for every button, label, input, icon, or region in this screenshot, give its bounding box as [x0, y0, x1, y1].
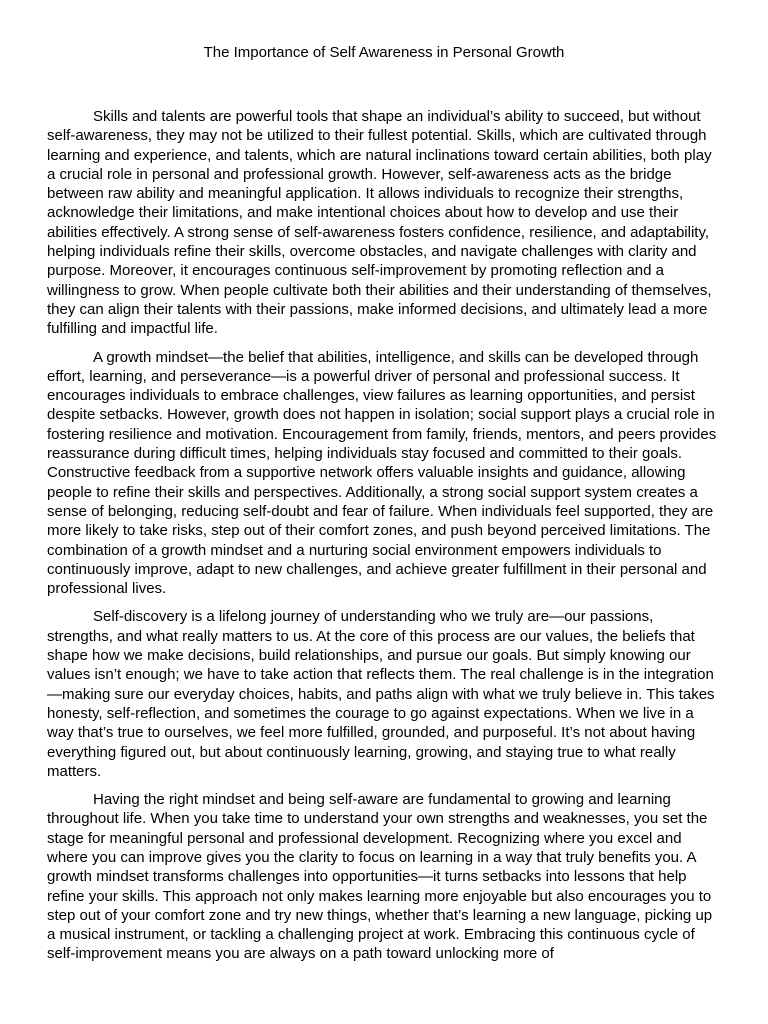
paragraph-2: A growth mindset—the belief that abilities, intelligence, and skills can be developed through effort, learning, and perseverance—is a powerful driver of personal and professional success. It encourages individuals to embrace challenges, view failures as learning opportunities, and persist despite setbacks. However, growth does not happen in isolation; social support plays a crucial role in fostering resilience and motivation. Encouragement from family, friends, mentors, and peers provides reassurance during difficult times, helping individuals stay focused and committed to their goals. Constructive feedback from a supportive network offers valuable insights and guidance, allowing people to refine their skills and perspectives. Additionally, a strong social support system creates a sense of belonging, reducing self-doubt and fear of failure. When individuals feel supported, they are more likely to take risks, step out of their comfort zones, and push beyond perceived limitations. The combination of a growth mindset and a nurturing social environment empowers individuals to continuously improve, adapt to new challenges, and achieve greater fulfillment in their personal and professional lives.: [47, 348, 717, 598]
paragraph-4: Having the right mindset and being self-aware are fundamental to growing and learning throughout life. When you take time to understand your own strengths and weaknesses, you set the stage for meaningful personal and professional development. Recognizing where you excel and where you can improve gives you the clarity to focus on learning in a way that truly benefits you. A growth mindset transforms challenges into opportunities—it turns setbacks into lessons that help refine your skills. This approach not only makes learning more enjoyable but also encourages you to step out of your comfort zone and try new things, whether that’s learning a new language, picking up a musical instrument, or tackling a challenging project at work. Embracing this continuous cycle of self-improvement means you are always on a path toward unlocking more of: [47, 791, 713, 963]
document-body: [47, 107, 721, 964]
document-page: [47, 0, 721, 973]
paragraph-3: Self-discovery is a lifelong journey of understanding who we truly are—our passions, strengths, and what really matters to us. At the core of this process are our values, the beliefs that shape how we make decisions, build relationships, and pursue our goals. But simply knowing our values isn’t enough; we have to take action that reflects them. The real challenge is in the integration—making sure our everyday choices, habits, and paths align with what we truly believe in. This takes honesty, self-reflection, and sometimes the courage to go against expectations. When we live in a way that’s true to ourselves, we feel more fulfilled, grounded, and purposeful. It’s not about having everything figured out, but about continuously learning, growing, and staying true to what really matters.: [47, 608, 715, 780]
paragraph-1: Skills and talents are powerful tools that shape an individual’s ability to succeed, but without self-awareness, they may not be utilized to their fullest potential. Skills, which are cultivated through learning and experience, and talents, which are natural inclinations toward certain abilities, both play a crucial role in personal and professional growth. However, self-awareness acts as the bridge between raw ability and meaningful application. It allows individuals to recognize their strengths, acknowledge their limitations, and make intentional choices about how to develop and use their abilities effectively. A strong sense of self-awareness fosters confidence, resilience, and adaptability, helping individuals refine their skills, overcome obstacles, and navigate challenges with clarity and purpose. Moreover, it encourages continuous self-improvement by promoting reflection and a willingness to grow. When people cultivate both their abilities and their understanding of themselves, they can align their talents with their passions, make informed decisions, and ultimately lead a more fulfilling and impactful life.: [47, 108, 712, 338]
document-title: The Importance of Self Awareness in Personal Growth: [203, 44, 565, 61]
